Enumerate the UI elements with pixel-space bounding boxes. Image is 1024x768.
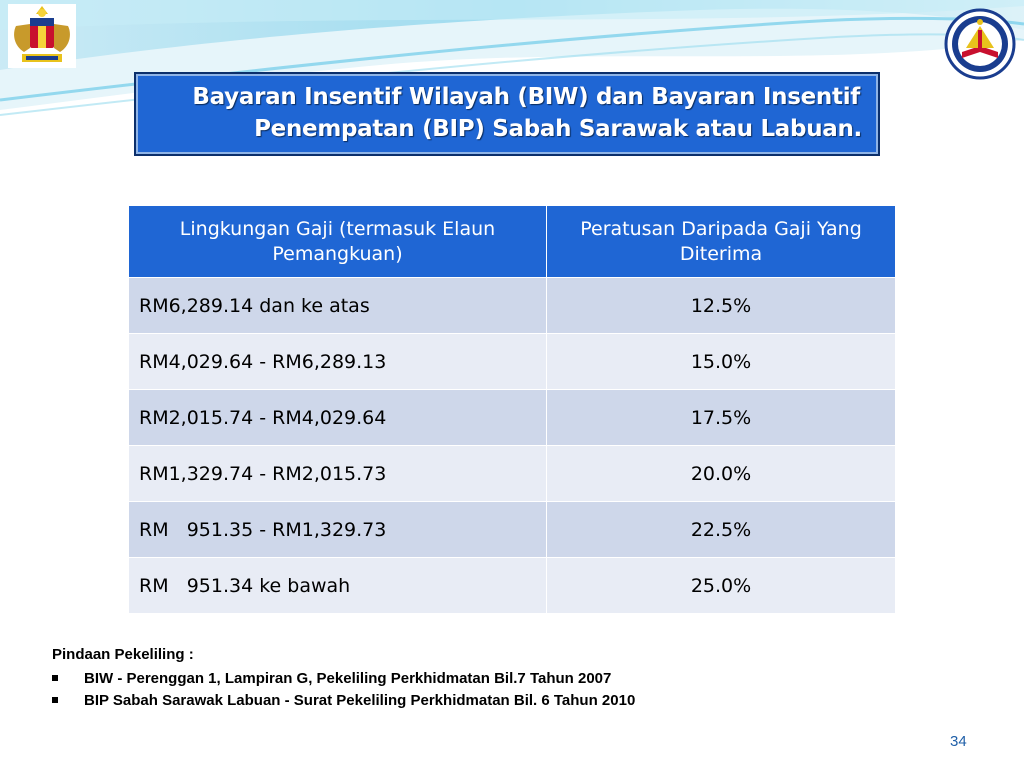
list-item [52, 667, 635, 689]
salary-range-cell: RM1,329.74 - RM2,015.73 [129, 446, 547, 502]
percentage-cell: 22.5% [547, 502, 896, 558]
salary-range-cell: RM 951.35 - RM1,329.73 [129, 502, 547, 558]
salary-range-cell: RM2,015.74 - RM4,029.64 [129, 390, 547, 446]
table-row [129, 558, 896, 614]
malaysia-coat-of-arms-icon [8, 4, 76, 68]
ministry-of-education-logo-icon [944, 8, 1016, 80]
slide-title-box [134, 72, 880, 156]
incentive-rates-table [128, 205, 896, 614]
notes-heading: Pindaan Pekeliling : [52, 646, 194, 663]
page-number: 34 [950, 733, 967, 750]
column-header-percentage: Peratusan Daripada Gaji Yang Diterima [547, 206, 896, 278]
percentage-cell: 20.0% [547, 446, 896, 502]
column-header-salary-range: Lingkungan Gaji (termasuk Elaun Pemangkuan) [129, 206, 547, 278]
table-row [129, 502, 896, 558]
table-header-row [129, 206, 896, 278]
salary-range-cell: RM 951.34 ke bawah [129, 558, 547, 614]
percentage-cell: 25.0% [547, 558, 896, 614]
amendment-notes [52, 646, 635, 711]
square-bullet-icon [52, 675, 58, 681]
salary-range-cell: RM4,029.64 - RM6,289.13 [129, 334, 547, 390]
percentage-cell: 15.0% [547, 334, 896, 390]
slide-title-line-1: Bayaran Insentif Wilayah (BIW) dan Bayaran Insentif [192, 84, 860, 110]
square-bullet-icon [52, 697, 58, 703]
table-row [129, 390, 896, 446]
slide-title-line-2: Penempatan (BIP) Sabah Sarawak atau Labuan. [254, 116, 862, 142]
percentage-cell: 17.5% [547, 390, 896, 446]
note-text: BIP Sabah Sarawak Labuan - Surat Pekeliling Perkhidmatan Bil. 6 Tahun 2010 [84, 691, 636, 709]
table-row [129, 334, 896, 390]
table-row [129, 446, 896, 502]
list-item [52, 689, 635, 711]
note-text: BIW - Perenggan 1, Lampiran G, Pekeliling Perkhidmatan Bil.7 Tahun 2007 [84, 669, 612, 687]
table-row [129, 278, 896, 334]
salary-range-cell: RM6,289.14 dan ke atas [129, 278, 547, 334]
percentage-cell: 12.5% [547, 278, 896, 334]
